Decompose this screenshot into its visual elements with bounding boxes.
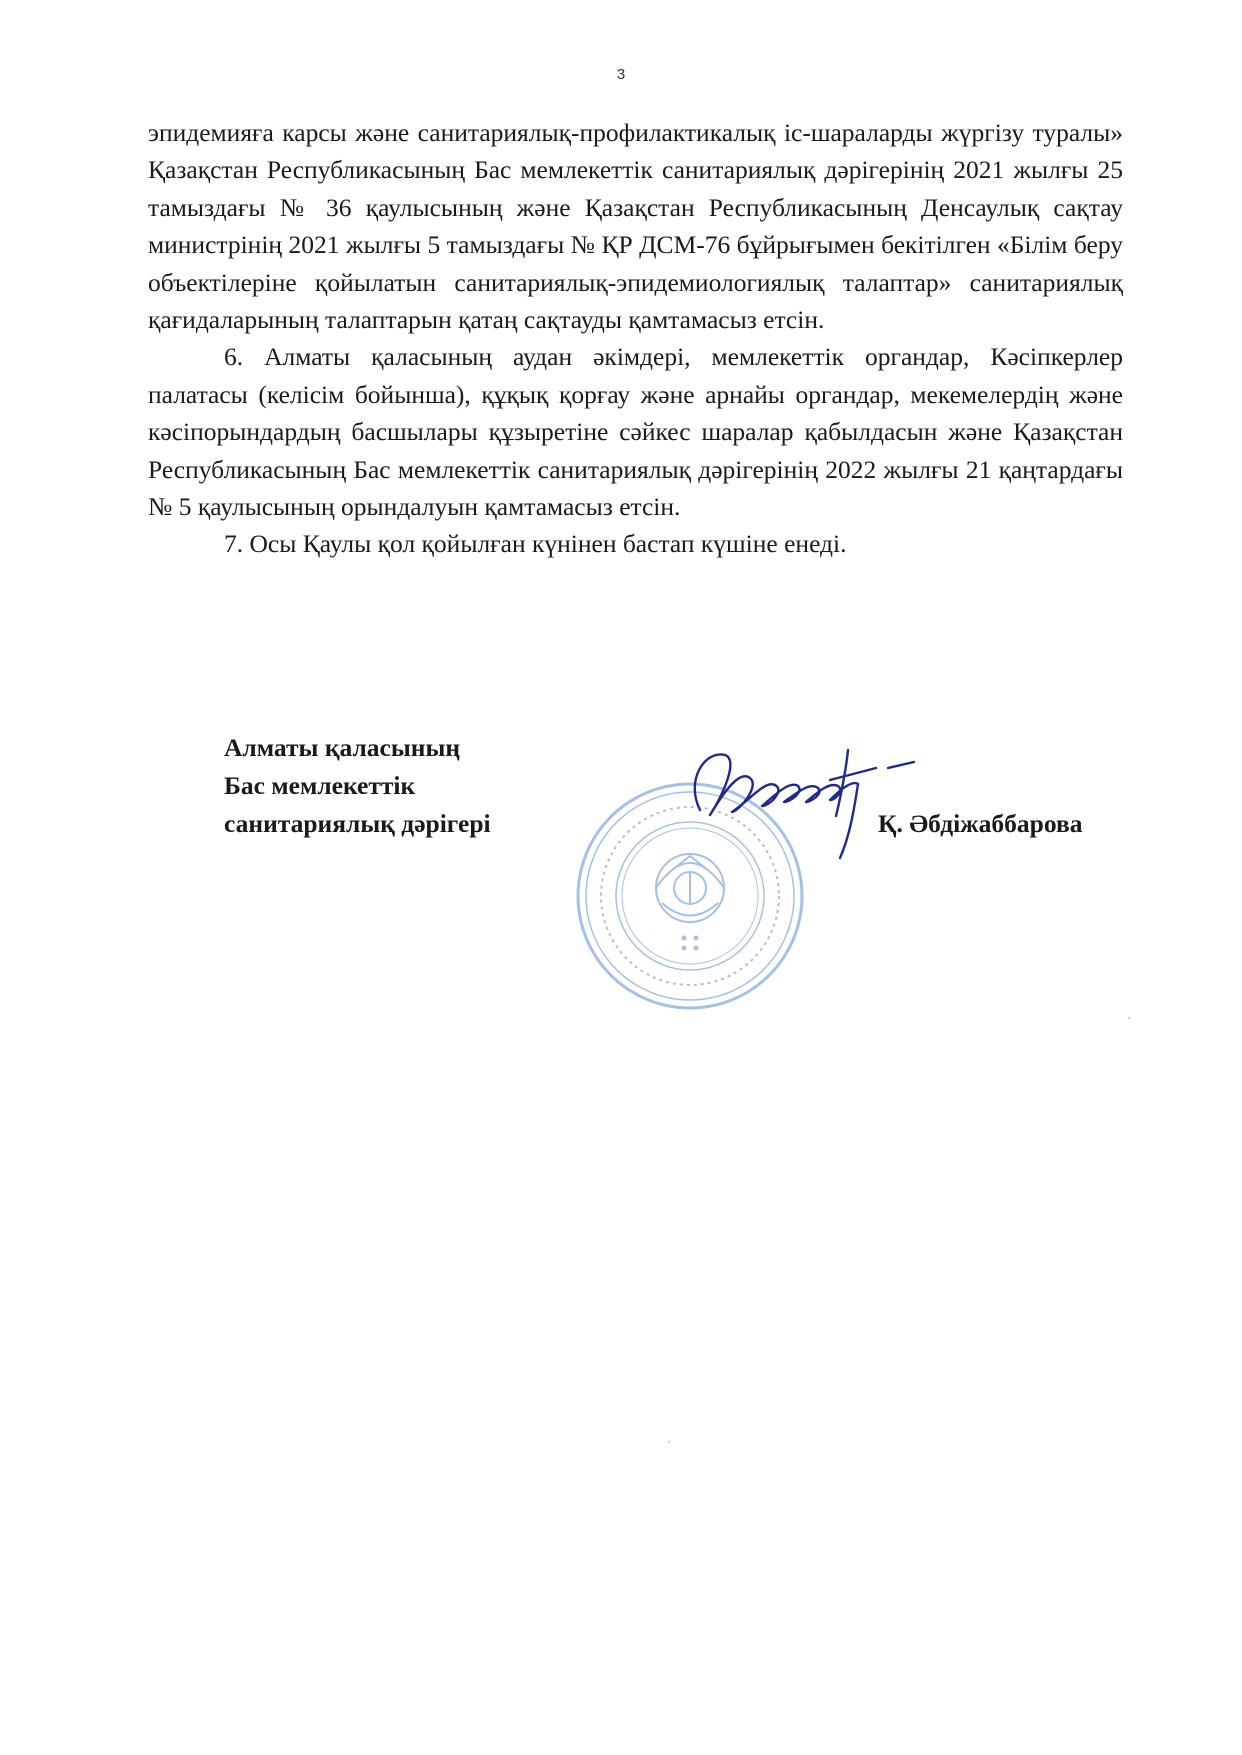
paragraph-item-7: 7. Осы Қаулы қол қойылған күнінен бастап күшіне енеді.	[224, 529, 847, 559]
signatory-title-line: Алматы қаласының	[224, 733, 461, 762]
signatory-name: Қ. Әбдіжаббарова	[878, 809, 1083, 838]
signatory-title-line: санитариялық дәрігері	[224, 809, 491, 838]
paragraph-continuation: эпидемияға карсы және санитариялық-профилактикалық іс-шараларды жүргізу туралы» Қазақстан Республикасының Бас мемлекеттік санитариялық дәрігерінің 2021 жылғы 25 тамыздағы № 36 қаулысының және Қазақстан Республикасының Денсаулық сақтау министрінің 2021 жылғы 5 тамыздағы № ҚР ДСМ-76 бұйрығымен бекітілген «Білім беру объектілеріне қойылатын санитариялық-эпидемиологиялық талаптар» санитариялық қағидаларының талаптарын қатаң сақтауды қамтамасыз етсін.	[148, 118, 1123, 335]
document-body	[148, 114, 1123, 563]
paragraph-item-6: 6. Алматы қаласының аудан әкімдері, мемлекеттік органдар, Кәсіпкерлер палатасы (келісім бойынша), құқық қорғау және арнайы органдар, мекемелердің және кәсіпорындардың басшылары құзыретіне сәйкес шаралар қабылдасын және Қазақстан Республикасының Бас мемлекеттік санитариялық дәрігерінің 2022 жылғы 21 қаңтардағы № 5 қаулысының орындалуын қамтамасыз етсін.	[148, 342, 1123, 522]
scan-speck	[668, 1441, 670, 1443]
scan-speck	[1128, 1017, 1130, 1019]
page-number: 3	[616, 66, 626, 83]
signatory-title-line: Бас мемлекеттік	[224, 771, 416, 800]
signatory-title	[224, 729, 491, 843]
